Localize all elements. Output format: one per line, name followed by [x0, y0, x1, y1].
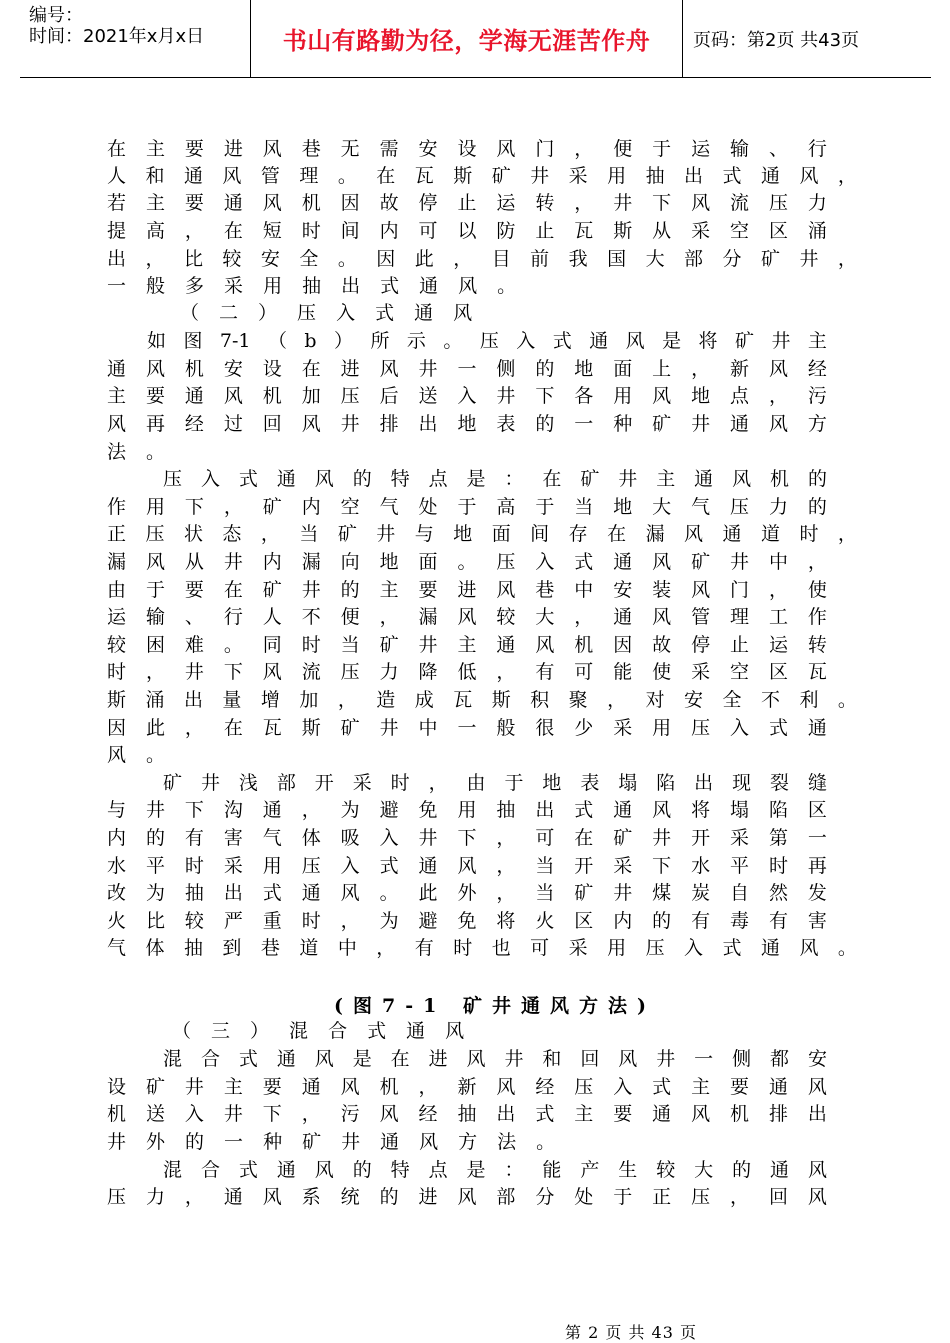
figure-caption: (图7-1 矿井通风方法) — [334, 995, 656, 1017]
text-line: 较 困 难 。 同 时 当 矿 井 主 通 风 机 因 故 停 止 运 转 — [107, 634, 827, 656]
text-line: 正 压 状 态 ， 当 矿 井 与 地 面 间 存 在 漏 风 通 道 时 ， — [107, 523, 857, 545]
text-line: 人 和 通 风 管 理 。 在 瓦 斯 矿 井 采 用 抽 出 式 通 风 ， — [107, 165, 857, 187]
text-line: 出 ， 比 较 安 全 。 因 此 ， 目 前 我 国 大 部 分 矿 井 ， — [107, 248, 857, 270]
text-line: 风 再 经 过 回 风 井 排 出 地 表 的 一 种 矿 井 通 风 方 — [107, 413, 827, 435]
text-line: 主 要 通 风 机 加 压 后 送 入 井 下 各 用 风 地 点 ， 污 — [107, 385, 827, 407]
text-line: 混 合 式 通 风 的 特 点 是 ： 能 产 生 较 大 的 通 风 — [163, 1159, 827, 1181]
text-line: 斯 涌 出 量 增 加 ， 造 成 瓦 斯 积 聚 ， 对 安 全 不 利 。 — [107, 689, 857, 711]
text-line: 压 力 ， 通 风 系 统 的 进 风 部 分 处 于 正 压 ， 回 风 — [107, 1186, 827, 1208]
date-label: 时间：2021年x月x日 — [29, 26, 205, 47]
text-line: 因 此 ， 在 瓦 斯 矿 井 中 一 般 很 少 采 用 压 入 式 通 — [107, 717, 827, 739]
text-line: 一 般 多 采 用 抽 出 式 通 风 。 — [107, 275, 517, 297]
text-line: 设 矿 井 主 要 通 风 机 ， 新 风 经 压 入 式 主 要 通 风 — [107, 1076, 827, 1098]
text-line: 井 外 的 一 种 矿 井 通 风 方 法 。 — [107, 1131, 556, 1153]
text-line: 作 用 下 ， 矿 内 空 气 处 于 高 于 当 地 大 气 压 力 的 — [107, 496, 827, 518]
header-motto: 书山有路勤为径，学海无涯苦作舟 — [251, 0, 683, 77]
text-line: 提 高 ， 在 短 时 间 内 可 以 防 止 瓦 斯 从 采 空 区 涌 — [107, 220, 827, 242]
text-line: 漏 风 从 井 内 漏 向 地 面 。 压 入 式 通 风 矿 井 中 ， — [107, 551, 827, 573]
text-line: 压 入 式 通 风 的 特 点 是 ： 在 矿 井 主 通 风 机 的 — [163, 468, 827, 490]
text-line: 矿 井 浅 部 开 采 时 ， 由 于 地 表 塌 陷 出 现 裂 缝 — [163, 772, 827, 794]
header-page-number: 页码：第2页 共43页 — [693, 29, 860, 51]
text-line: 若 主 要 通 风 机 因 故 停 止 运 转 ， 井 下 风 流 压 力 — [107, 192, 827, 214]
text-line: 与 井 下 沟 通 ， 为 避 免 用 抽 出 式 通 风 将 塌 陷 区 — [107, 799, 827, 821]
page-footer: 第 2 页 共 43 页 — [565, 1323, 697, 1342]
text-line: 如 图 7-1 （ b ） 所 示 。 压 入 式 通 风 是 将 矿 井 主 — [147, 330, 827, 352]
text-line: 火 比 较 严 重 时 ， 为 避 免 将 火 区 内 的 有 毒 有 害 — [107, 910, 827, 932]
text-line: 法 。 — [107, 441, 166, 463]
text-line: 时 ， 井 下 风 流 压 力 降 低 ， 有 可 能 使 采 空 区 瓦 — [107, 661, 827, 683]
text-line: 通 风 机 安 设 在 进 风 井 一 侧 的 地 面 上 ， 新 风 经 — [107, 358, 827, 380]
text-line: （ 二 ） 压 入 式 通 风 — [180, 302, 473, 324]
text-line: 在 主 要 进 风 巷 无 需 安 设 风 门 ， 便 于 运 输 、 行 — [107, 138, 827, 160]
text-line: 由 于 要 在 矿 井 的 主 要 进 风 巷 中 安 装 风 门 ， 使 — [107, 579, 827, 601]
text-line: 内 的 有 害 气 体 吸 入 井 下 ， 可 在 矿 井 开 采 第 一 — [107, 827, 827, 849]
text-line: 运 输 、 行 人 不 便 ， 漏 风 较 大 ， 通 风 管 理 工 作 — [107, 606, 827, 628]
text-line: 机 送 入 井 下 ， 污 风 经 抽 出 式 主 要 通 风 机 排 出 — [107, 1103, 827, 1125]
text-line: 水 平 时 采 用 压 入 式 通 风 ， 当 开 采 下 水 平 时 再 — [107, 855, 827, 877]
serial-number-label: 编号： — [29, 5, 83, 26]
text-line: 混 合 式 通 风 是 在 进 风 井 和 回 风 井 一 侧 都 安 — [163, 1048, 827, 1070]
text-line: 气 体 抽 到 巷 道 中 ， 有 时 也 可 采 用 压 入 式 通 风 。 — [107, 937, 857, 959]
text-line: 风 。 — [107, 744, 166, 766]
text-line: 改 为 抽 出 式 通 风 。 此 外 ， 当 矿 井 煤 炭 自 然 发 — [107, 882, 827, 904]
text-line: （ 三 ） 混 合 式 通 风 — [172, 1020, 465, 1042]
